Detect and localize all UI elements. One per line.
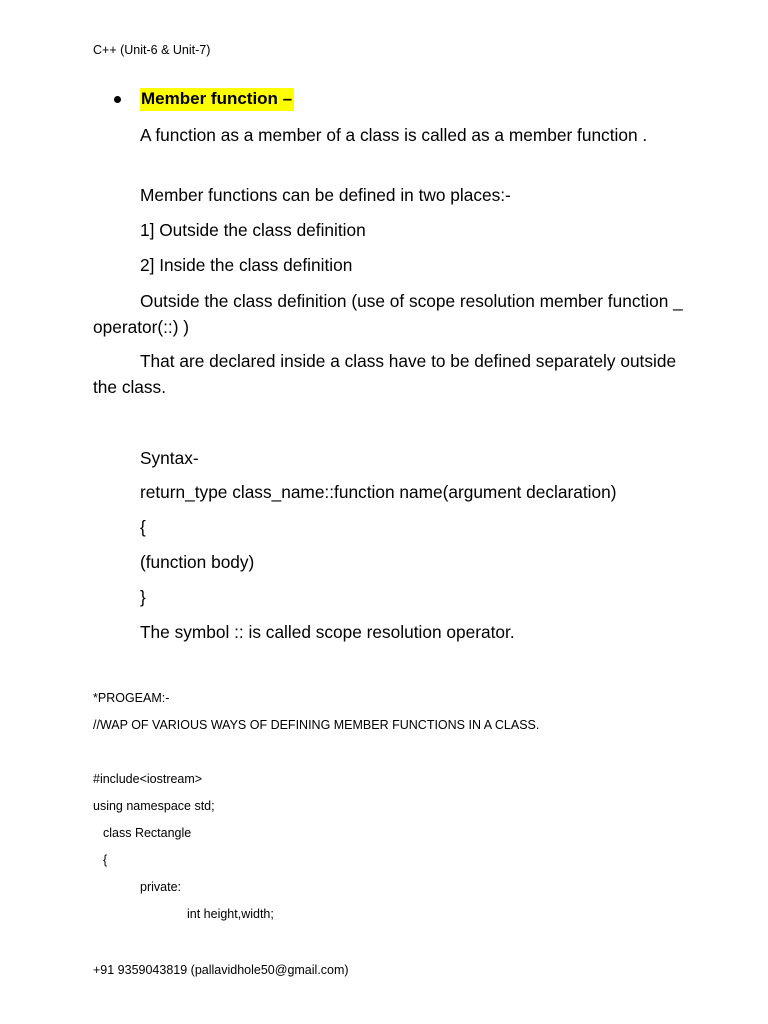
program-comment: //WAP OF VARIOUS WAYS OF DEFINING MEMBER FUNCTIONS IN A CLASS. xyxy=(93,718,540,732)
code-line: { xyxy=(103,853,108,867)
syntax-open-brace: { xyxy=(140,517,146,537)
code-line: #include<iostream> xyxy=(93,772,203,786)
syntax-close-brace: } xyxy=(140,587,146,607)
page-footer: +91 9359043819 (pallavidhole50@gmail.com) xyxy=(93,963,349,977)
code-line: class Rectangle xyxy=(103,826,192,840)
page-header: C++ (Unit-6 & Unit-7) xyxy=(93,43,211,57)
code-line: private: xyxy=(140,880,181,894)
syntax-body: (function body) xyxy=(140,552,255,572)
section-heading: Member function – xyxy=(140,88,294,111)
scope-resolution-note: The symbol :: is called scope resolution operator. xyxy=(140,622,515,642)
code-line: using namespace std; xyxy=(93,799,215,813)
bullet-icon xyxy=(114,96,121,103)
section-heading-row xyxy=(114,88,294,111)
program-label: *PROGEAM:- xyxy=(93,691,170,705)
outside-description: Outside the class definition (use of scope resolution member function _ operator(::) ) xyxy=(93,291,683,337)
declared-description: That are declared inside a class have to be defined separately outside the class. xyxy=(93,351,677,397)
code-line: int height,width; xyxy=(187,907,274,921)
places-intro: Member functions can be defined in two places:- xyxy=(140,185,511,205)
place-item-1: 1] Outside the class definition xyxy=(140,220,366,240)
place-item-2: 2] Inside the class definition xyxy=(140,255,353,275)
syntax-label: Syntax- xyxy=(140,448,199,468)
syntax-signature: return_type class_name::function name(argument declaration) xyxy=(140,482,617,502)
definition-paragraph: A function as a member of a class is called as a member function . xyxy=(140,125,648,145)
